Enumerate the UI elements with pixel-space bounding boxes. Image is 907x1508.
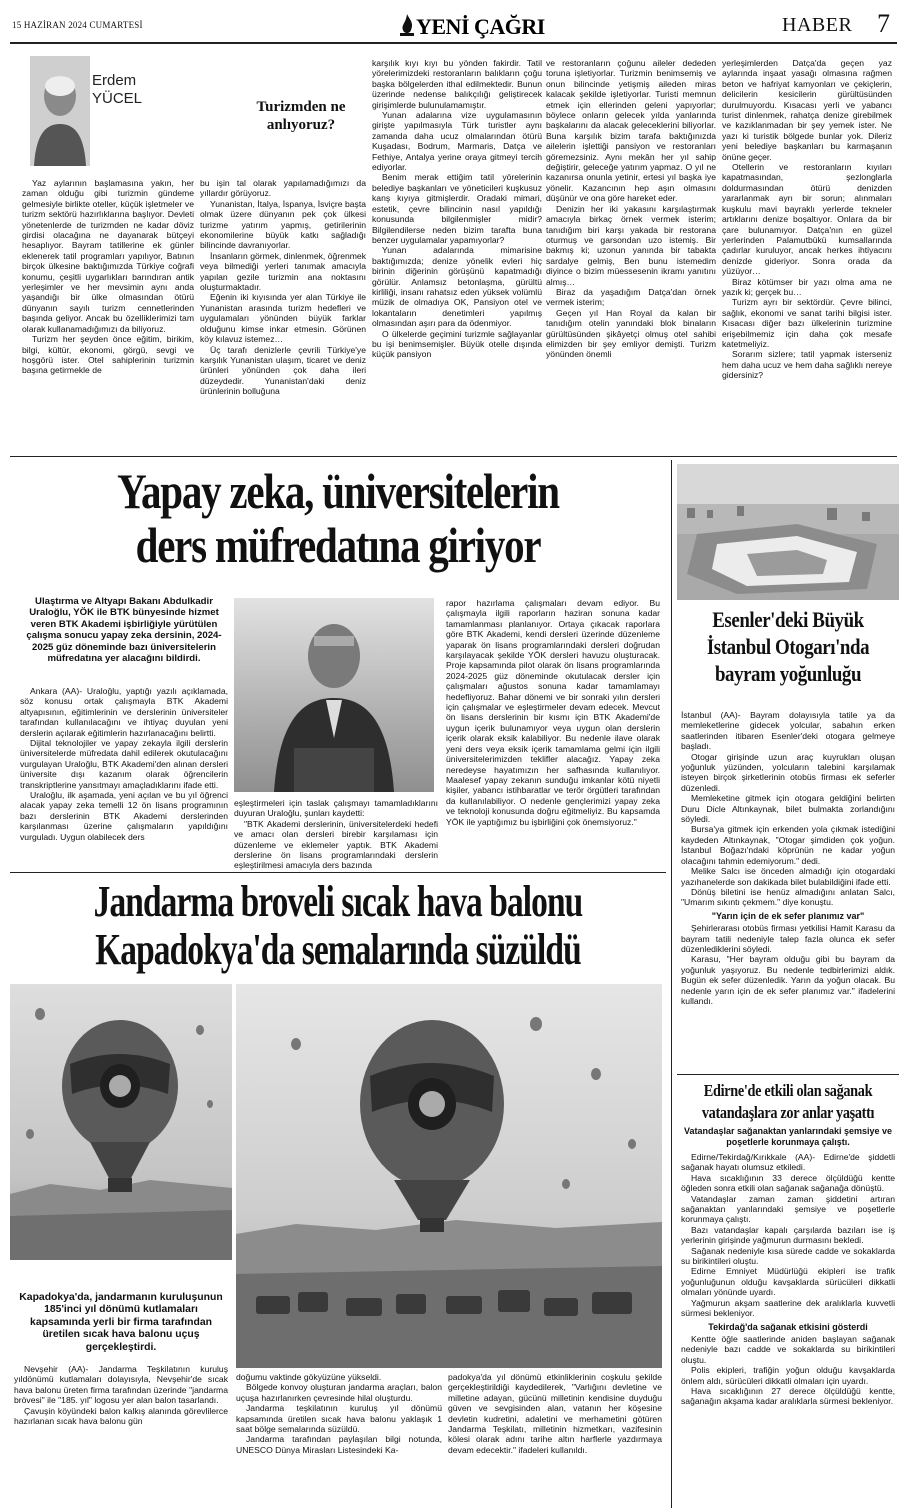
otogar-headline (693, 606, 884, 687)
author-last-name: YÜCEL (92, 90, 143, 107)
paragraph: Yaz aylarının başlamasına yakın, her zaman olduğu gibi turizmin gündeme gelmesiyle birlikte oteller, küçük işletmeler ve turizm sektörü hazırlıklarına başlıyor. Devleti yönetenlerde de turizmden ne kadar döviz girdisi olacağına ne dayanarak bütçeyi hesaplıyor. Bayram tatillerine ek günler eklenerek tatil programları yapılıyor, Batının birçok ülkesine baktığımızda Türkiye coğrafi konumu, çeşitli uygarlıkları barındıran antik yerleşimler ve her mevsimin aynı anda yaşandığı bir ülke olmasından ötürü dünyanın sayılı turizm cennetlerinden başında geliyor. Ancak bu özelliklerimizi tam olarak kullanamadığımızı da biliyoruz. (22, 178, 194, 334)
paragraph: Bazı vatandaşlar kapalı çarşılarda bazıları ise iş yerlerinin girişinde yağmurun durmasını bekledi. (681, 1224, 895, 1246)
paragraph: Nevşehir (AA)- Jandarma Teşkilatının kuruluş yıldönümü kutlamaları dolayısıyla, Nevşehir'de sıcak hava balonu üreten firma tarafından üzerinde "jandarma brövesi" ile "185. yıl" logosu yer alan balon tasarlandı. (14, 1364, 228, 1406)
edirne-story (677, 1078, 899, 1506)
ai-col2 (234, 798, 438, 871)
opinion-column (10, 48, 897, 453)
ai-headline-line1: Yapay zeka, üniversitelerin (117, 463, 559, 519)
balloon-photo-left (10, 984, 232, 1260)
balloon-col2 (236, 1372, 442, 1455)
otogar-story (677, 460, 899, 1080)
paragraph: Turizm ayrı bir sektördür. Çevre bilinci, sağlık, ekonomi ve sanat tarihi bilgisi ister. Kısacası diğer bazı ülkelerinin turizmine erişebilmemiz için daha çok mesafe katetmeliyiz. (722, 297, 892, 349)
balloon-headline-line2: Kapadokya'da semalarında süzüldü (95, 925, 581, 974)
edirne-headline-line2: vatandaşlara zor anlar yaşattı (701, 1103, 875, 1122)
paragraph: İnsanların görmek, dinlenmek, öğrenmek veya bilmediği yerleri tanımak amacıyla yapılan gezile turizmin ana noktasını oluşturmaktadır. (200, 250, 366, 293)
paragraph: doğumu vaktinde gökyüzüne yükseldi. (236, 1372, 382, 1382)
paragraph: rapor hazırlama çalışmaları devam ediyor. Bu çalışmayla ilgili raporların haziran sonuna kadar tamamlanması planlanıyor. Ortaya çıkacak raporlara göre BTK Akademi, kendi dersleri üzerinde düzenleme yaparak ön lisans programlarındaki dersleri doğrudan karşılayacak şekilde YÖK dersleri havuzu oluşturacak. Proje kapsamında pilot olarak ön lisans programlarında 2024-2025 güz döneminde okutulacak dersler için çalışmaları ağustos sonuna kadar tamamlamayı hedefliyoruz. Bahar dönemi ve bir sonraki yılın dersleri için çalışmalar ve eşleştirmeler devam edecek. Mevcut ön lisans derslerinin bir kısmı için BTK Akademi'de uygun içerik bulunamıyor veya uygun olan derslerin içerik olarak eksik kalabiliyor. Bu nedenle ilave olarak yeni ders veya eksik içerik tamamlama gelmi için ilgili üniversitelerimizden teklifler alacağız. Yapay zeka neredeyse hayatımızın her safhasında kullanılıyor. Maalesef yapay zekanın sunduğu imkanlar kötü niyetli kişiler, yabancı istihbaratlar ve terör örgütleri tarafından da kullanılabiliyor. O nedenle gençlerimizi yapay zeka ve teknoloji konusunda doğru eğitmeliyiz. Bu kapsamda YÖK ile yaptığımız bu işbirliğini çok önemsiyoruz." (446, 598, 660, 827)
paragraph: Dönüş biletini ise henüz almadığını anlatan Salcı, "Umarım sıkıntı çekmem." diye konuştu. (681, 886, 895, 908)
ai-lead: Ulaştırma ve Altyapı Bakanı Abdulkadir Uraloğlu, YÖK ile BTK bünyesinde hizmet veren BTK Akademi işbirliğiyle yürütülen çalışma sonucu yapay zeka dersinin, 2024-2025 güz döneminde bazı üniversitelerin müfredatına yer alacağını bildirdi. (26, 596, 222, 665)
paragraph: Karasu, "Her bayram olduğu gibi bu bayram da yoğunluk yaşıyoruz. Bu nedenle tedbirlerimizi aldık. Bugün ek sefer düzenledik. Yarın da yoğun olacak. Bu nedenle yarın için de ek sefer planımız var." ifadelerini kullandı. (681, 954, 895, 1006)
paragraph: Polis ekipleri, trafiğin yoğun olduğu kavşaklarda önlem aldı, sürücüleri dikkatli olmaları için uyardı. (681, 1365, 895, 1386)
paragraph: Dijital teknolojiler ve yapay zekayla ilgili derslerin üniversitelerde müfredata dahil edilerek okutulacağını vurgulayan Uraloğlu, BTK Akademi'den alınan dersleri üniversite dışı kazanım olarak öğrencilerin transkriptlerine yansıtmayı amaçladıklarını ifade etti. (20, 738, 228, 790)
column-col5 (722, 58, 892, 381)
balloon-story (10, 876, 666, 1506)
logo (398, 12, 548, 40)
paragraph: İstanbul (AA)- Bayram dolayısıyla tatile ya da memleketlerine gidecek yolcular, sabahın erken saatlerinden itibaren Esenler'deki otogara gelmeye başladı. (681, 710, 895, 752)
paragraph: Biraz da yaşadığım Datça'dan örnek vermek isterim; (546, 286, 716, 308)
paragraph: Edirne Emniyet Müdürlüğü ekipleri ise trafik yoğunluğunun olduğu kavşaklarda sürücüleri dikkatli olmaları yönünde uyardı. (681, 1266, 895, 1298)
edirne-headline-line1: Edirne'de etkili olan sağanak (703, 1081, 873, 1100)
author-name-box (92, 72, 142, 107)
paragraph: Uraloğlu, ilk aşamada, yeni açılan ve bu yıl öğrenci alacak yapay zeka temelli 12 ön lisans programının bazı derslerinin BTK Akademi derslerinden karşılanması üzerine çalışmaların yapıldığını vurguladı. Uygun olabilecek ders (20, 790, 228, 842)
edirne-headline (695, 1080, 881, 1124)
paragraph: Sağanak nedeniyle kısa sürede cadde ve sokaklarda su birikintileri oluştu. (681, 1245, 895, 1267)
paragraph: Çavuşin köyündeki balon kalkış alanında görevlilerce hazırlanan sıcak hava balonu gün (14, 1405, 228, 1427)
otogar-headline-line1: Esenler'deki Büyük (712, 607, 864, 632)
paragraph: Hava sıcaklığının 27 derece ölçüldüğü kentte, sağanağın akşama kadar aralıklarla sürmesi bekleniyor. (681, 1385, 895, 1407)
paragraph: Otellerin ve restoranların kıyıları kapatmasından, şezlonglarla doldurmasından ötürü denizden yararlanmak ayrı bir sorun; alınmaları kuşkulu mavi bayraklı yerlerde tekneler artıklarını denize boşaltıyor. Onlara da bir çare bulunamıyor. Datça'nın en güzel yerlerinden Palamutbükü kumsallarında çadırlar kuruluyor, ancak herkes ihtiyacını denizde gideriyor. Sonra orada da yüzüyor… (722, 162, 892, 277)
balloon-col3 (448, 1372, 662, 1455)
paragraph: Denizin her iki yakasını karşılaştırmak amacıyla birkaç örnek vermek isterim; tanıdığım biri karşı yakada bir restorana oturmuş ve garsondan uzo istemiş. Bir bakmış ki; uzonun yanında bir tabakta sardalye gelmiş, Ben bunu istemedim diyince o bizim müessesenin ikramı yanıtını almış… (546, 203, 716, 287)
ai-col1 (20, 686, 228, 842)
issue-date: 15 HAZİRAN 2024 CUMARTESİ (12, 20, 143, 30)
paragraph: Bursa'ya gitmek için erkenden yola çıkmak istediğini kaydeden Altınkaynak, "Otogar şimdiden çok yoğun. İstanbul Boğazı'ndaki köprünün ne kadar yoğun olacağını tahmin edemiyorum." dedi. (681, 824, 895, 866)
logo-text: YENİ ÇAĞRI (416, 14, 545, 39)
logo-flame-icon (400, 14, 414, 36)
edirne-subhead: Tekirdağ'da sağanak etkisini gösterdi (708, 1321, 868, 1332)
paragraph: Kentte öğle saatlerinde aniden başlayan sağanak nedeniyle bazı cadde ve sokaklarda su birikintileri oluştu. (681, 1333, 895, 1365)
otogar-headline-line3: bayram yoğunluğu (714, 661, 862, 686)
column-col2 (200, 178, 366, 397)
column-title: Turizmden ne anlıyoruz? (256, 99, 346, 133)
paragraph: bu işin tal olarak yapılamadığımızı da yıllardır görüyoruz. (200, 178, 366, 199)
paragraph: Melike Salcı ise önceden almadığı için otogardaki yazıhanelerde son dakikada bilet bulabildiğini ifade etti. (681, 866, 895, 887)
edirne-sub: Vatandaşlar sağanaktan yanlarındaki şemsiye ve poşetlerle korunmaya çalıştı. (683, 1126, 893, 1147)
paragraph: Yunanistan, İtalya, İspanya, İsviçre başta olmak üzere dünyanın pek çok ülkesi turizme yatırım yapmış, getirilerinin ekonomilerine büyük katkı sağladığı bilincinde davranıyorlar. (200, 198, 366, 251)
paragraph: Turizm her şeyden önce eğitim, birikim, bilgi, kültür, ekonomi, görgü, sevgi ve hoşgörü ister. Otel sahiplerinin turizmin başına getirmekle de (22, 334, 194, 376)
edirne-body (681, 1152, 895, 1407)
paragraph: yerleşimlerden Datça'da geçen yaz aylarında inşaat yasağı olmasına rağmen beton ve hafriyat kamyonları ve çekiçlerin, delicilerin kesicilerin gürültüsünden durulmuyordu. Kısacası yerli ve yabancı turist dinlenmek, rahatça denize girebilmek ve kazıklanmadan bir şey yemek ister. Ne yazı ki turistik bölgede bunlar yok. Dileriz yeni belediye başkanları bu karmaşanın önüne geçer. (722, 58, 892, 162)
balloon-photo-right (236, 984, 662, 1368)
ai-col3 (446, 598, 660, 827)
paragraph: karşılık kıyı kıyı bu yönden fakirdir. Tatil yörelerimizdeki restoranların balıkların çoğu başka bölgelerden ithal edilmektedir. Bunun üzerinde nedense balıkçılığı geliştirecek girişimlerde bulunulamamıştır. (372, 58, 542, 110)
paragraph: Sorarım sizlere; tatil yapmak isterseniz hem daha ucuz ve hem daha sağlıklı nereye gidersiniz? (722, 349, 892, 381)
paragraph: Jandarma tarafından paylaşılan bilgi notunda, UNESCO Dünya Mirasları Listesindeki Ka- (236, 1434, 442, 1455)
ai-story (10, 460, 666, 871)
masthead (0, 0, 907, 48)
paragraph: padokya'da yıl dönümü etkinliklerinin coşkulu şekilde gerçekleştirildiği kaydedilerek, "Varlığını devletine ve milletine adayan, gücünü milletinin kendisine duyduğu güven ve sevgisinden alan, vatanın her köşesine devletin kudretini, adaletini ve merhametini götüren Jandarma Teşkilatı, milletinin hizmetkarı, vazifesinin kölesi olarak adını tarihe altın harflerle yazdırmaya devam edecektir." ifadeleri kullanıldı. (448, 1372, 662, 1455)
paragraph: Yunan adalarında mimarisine baktığımızda; denize yönelik evleri hiç birinin diğerinin görüşünü kapatmadığı görülür. Anlamsız betonlaşma, gürültü kirliliği, insanı rahatsız eden yüksek volümlü müzik de olmadıya OK, Pansiyon otel ve lokantaların denetimleri yapılmış olmasından aşırı para da ödenmiyor. (372, 245, 542, 329)
paragraph: Yunan adalarına vize uygulamasının girişte yapılmasıyla Türk turistler aynı zamanda daha ucuz olmalarından ötürü Kuşadası, Bodrum, Marmaris, Datça ve Fethiye, Antalya yerine oraya gitmeyi tercih ediyorlar. (372, 110, 542, 173)
balloon-col1 (14, 1364, 228, 1426)
section-name: HABER (782, 14, 853, 36)
author-photo (30, 56, 90, 166)
ai-headline (69, 464, 607, 572)
balloon-lead: Kapadokya'da, jandarmanın kuruluşunun 185'inci yıl dönümü kutlamaları kapsamında yerli bir firma tarafından üretilen sıcak hava balonu uçuş gerçekleştirdi. (19, 1292, 223, 1353)
paragraph: Memleketine gitmek için otogara geldiğini belirten Duru Dicle Altınkaynak, bilet bulmakta zorlandığını söyledi. (681, 793, 895, 825)
column-col1 (22, 178, 194, 376)
otogar-subhead: "Yarın için de ek sefer planımız var" (711, 910, 865, 921)
paragraph: O ülkelerde geçimini turizmle sağlayanlar bu işi benimsemişler. Büyük otelle dışında küçük pansiyon (372, 328, 542, 360)
masthead-rule (10, 42, 897, 44)
paragraph: "BTK Akademi derslerinin, üniversitelerdeki hedefi ve amacı olan dersleri birebir karşılaması için düzenleme ve eklemeler yaptık. BTK Akademi derslerine ön lisans programlarındaki derslerin eşleştirilmesi amacıyla ders bazında (234, 818, 438, 871)
paragraph: Otogar girişinde uzun araç kuyrukları oluşan yoğunluk yüzünden, yolcuların talebini karşılamak isteyen birçok şirketlerinin otobüs firması ek seferler düzenledi. (681, 751, 895, 793)
minister-photo (234, 598, 434, 792)
paragraph: Benim merak ettiğim tatil yörelerinin belediye başkanları ve yöneticileri kuşkusuz kanş kıyıya gitmişlerdir. Oradaki mimari, estetik, çevre bilincinin nasıl yapıldığı konusunda bilgilenmişler midir? Bilgilendilerse neden bizim tarafta buna benzer uygulamalar yapamıyorlar? (372, 172, 542, 245)
balloon-headline (89, 878, 588, 974)
section-divider (10, 872, 666, 873)
paragraph: eşleştirmeleri için taslak çalışmayı tamamladıklarını duyuran Uraloğlu, şunları kaydetti: (234, 798, 438, 819)
column-divider (671, 460, 672, 1508)
paragraph: Jandarma teşkilatının kuruluş yıl dönümü kapsamında üretilen sıcak hava balonu yaklaşık 1 saat bölge semalarında süzüldü. (236, 1403, 442, 1435)
paragraph: Yağmurun akşam saatlerine dek aralıklarla kuvvetli sürmesi bekleniyor. (681, 1297, 895, 1319)
right-divider (677, 1074, 899, 1075)
paragraph: Ankara (AA)- Uraloğlu, yaptığı yazılı açıklamada, söz konusu ortak çalışmayla BTK Akademi altyapısının, eğitimlerinin ve derslerinin üniversiteler tarafından kullanılacağını ve ihtiyaç duyulan yeni derslerin açılarak eğitimlerin hazırlanacağını belirtti. (20, 686, 228, 738)
page-number: 7 (877, 9, 890, 38)
paragraph: Şehirlerarası otobüs firması yetkilisi Hamit Karasu da bayram tatili nedeniyle talep fazla olunca ek sefer düzenlediklerini söyledi. (681, 923, 895, 954)
balloon-headline-line1: Jandarma broveli sıcak hava balonu (93, 877, 583, 926)
section-divider (10, 456, 897, 457)
column-col4 (546, 58, 716, 360)
paragraph: Eğenin iki kıyısında yer alan Türkiye ile Yunanistan arasında turizm hedefleri ve uygulamaları yönünden büyük farklar olduğunu kimse inkar etmesin. Görünen köy kılavuz istemez… (200, 292, 366, 345)
paragraph: Üç tarafı denizlerle çevrili Türkiye'ye karşılık Yunanistan ulaşım, ticaret ve deniz ürünleri yönünden çok daha ileri düzeydedir. Yunanistan'daki deniz ürünlerinin bolluğuna (200, 344, 366, 397)
otogar-photo (677, 464, 899, 600)
otogar-headline-line2: İstanbul Otogarı'nda (706, 634, 870, 659)
paragraph: Vatandaşlar zaman zaman şiddetini artıran sağanaktan yanlarındaki şemsiye ve poşetlerle korunmaya çalıştı. (681, 1193, 895, 1225)
paragraph: Edirne/Tekirdağ/Kırıkkale (AA)- Edirne'de şiddetli sağanak hayatı olumsuz etkiledi. (681, 1152, 895, 1173)
paragraph: Bölgede konvoy oluşturan jandarma araçları, balon uçuşa hazırlanırken çevresinde hilal oluşturdu. (236, 1382, 442, 1403)
column-col3 (372, 58, 542, 360)
paragraph: ve restoranların çoğunu aileler dededen toruna işletiyorlar. Turizmin benimsemiş ve onun bilincinde yetişmiş aileden miras kalacak şekilde işletiyorlar. Turisti memnun etmek için ellerinden geleni yapıyorlar; böylece onların gelecek yılda yanlarında başkalarını da alacak geleceklerini biliyorlar. Buna karşılık bizim tarafa baktığınızda ailelerin işlettiği pansiyon ve restoranları göremezsiniz. Aynı mekân her yıl sahip değiştirir, geleceğe yatırım yapmaz. O yıl ne kazanırsa onunla yetinir, ertesi yıl başka iye yönelir. Kazancının hep aşın olmasını düşünür ve ona göre hareket eder. (546, 58, 716, 204)
paragraph: Geçen yıl Han Royal da kalan bir tanıdığım otelin yanındaki blok binaların gürültüsünden şikâyetçi olmuş otel sahibi elimizden bir şey emliyor demişti. Turizm yönünden önemli (546, 307, 716, 360)
ai-headline-line2: ders müfredatına giriyor (135, 517, 541, 573)
otogar-body (681, 710, 895, 1006)
paragraph: Hava sıcaklığının 33 derece ölçüldüğü kentte öğleden sonra etkili olan sağanak sağanağa dönüştü. (681, 1172, 895, 1194)
author-first-name: Erdem (92, 72, 137, 89)
paragraph: Biraz kötümser bir yazı olma ama ne yazık ki; gerçek bu… (722, 276, 892, 297)
